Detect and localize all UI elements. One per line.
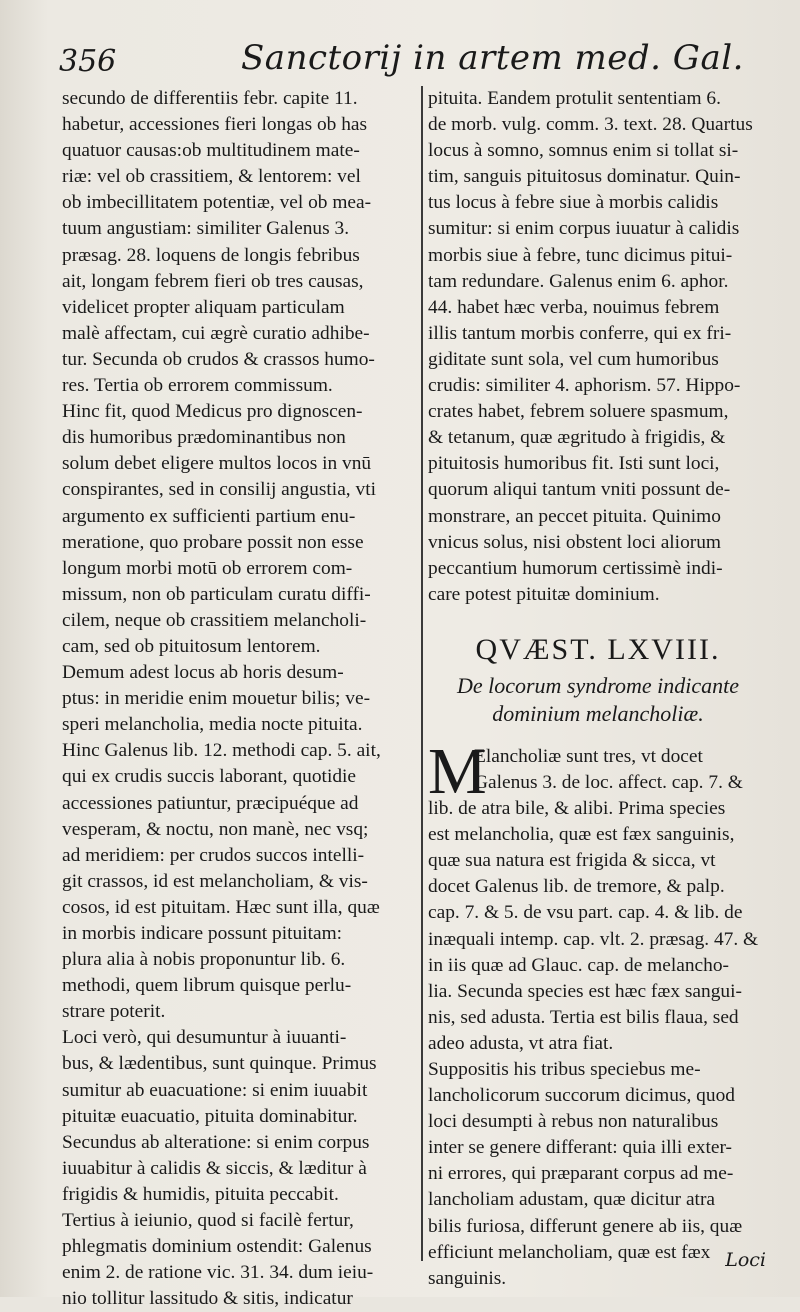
text-line: Elancholiæ sunt tres, vt docet (474, 745, 703, 767)
text-line: Galenus 3. de loc. affect. cap. 7. & (474, 771, 743, 793)
text-line: Hinc fit, quod Medicus pro dignoscen- (62, 401, 363, 423)
text-line: Tertius à ieiunio, quod si facilè fertur, (62, 1210, 354, 1232)
text-line: de morb. vulg. comm. 3. text. 28. Quartus (428, 114, 753, 136)
text-line: quatuor causas:ob multitudinem mate- (62, 140, 360, 162)
drop-cap: M (428, 734, 487, 808)
text-line: git crassos, id est melancholiam, & vis- (62, 870, 368, 892)
text-line: argumento ex sufficienti partium enu- (62, 505, 356, 527)
text-line: cap. 7. & 5. de vsu part. cap. 4. & lib. de (428, 902, 743, 924)
text-line: crates habet, febrem soluere spasmum, (428, 401, 729, 423)
text-line: giditate sunt sola, vel cum humoribus (428, 348, 719, 370)
page-number: 356 (59, 44, 117, 79)
text-line: cam, sed ob pituitosum lentorem. (62, 635, 321, 657)
text-line: docet Galenus lib. de tremore, & palp. (428, 876, 725, 898)
text-line: videlicet propter aliquam particulam (62, 296, 345, 318)
text-line: est melancholia, quæ est fæx sanguinis, (428, 824, 735, 846)
text-line: missum, non ob particulam curatu diffi- (62, 583, 371, 605)
question-heading: QVÆST. LXVIII. (475, 632, 721, 666)
text-line: præsag. 28. loquens de longis febribus (62, 244, 360, 266)
text-line: 44. habet hæc verba, nouimus febrem (428, 296, 720, 318)
text-line: accessiones patiuntur, præcipuéque ad (62, 792, 359, 814)
text-line: plura alia à nobis proponuntur lib. 6. (62, 949, 346, 971)
left-column (62, 86, 416, 1312)
text-line: sumitur ab euacuatione: si enim iuuabit (62, 1079, 368, 1101)
text-line: tuum angustiam: similiter Galenus 3. (62, 218, 350, 240)
text-line: ni errores, qui præparant corpus ad me- (428, 1163, 734, 1185)
text-line: lia. Secunda species est hæc fæx sangui- (428, 980, 742, 1002)
text-line: peccantium humorum certissimè indi- (428, 557, 723, 579)
text-line: lib. de atra bile, & alibi. Prima species (428, 798, 726, 820)
text-line: quorum aliqui tantum vniti possunt de- (428, 479, 731, 501)
text-line: pituita. Eandem protulit sententiam 6. (428, 88, 721, 109)
text-line: sanguinis. (428, 1267, 507, 1289)
page-header (55, 36, 760, 86)
text-line: vesperam, & noctu, non manè, nec vsq; (62, 818, 369, 840)
text-line: ait, longam febrem fieri ob tres causas, (62, 270, 364, 292)
text-line: tur. Secunda ob crudos & crassos humo- (62, 348, 375, 370)
text-line: inter se genere differant: quia illi exter- (428, 1137, 732, 1159)
text-line: tim, sanguis pituitosus dominatur. Quin- (428, 166, 741, 188)
text-line: frigidis & humidis, pituita peccabit. (62, 1183, 339, 1205)
text-line: nis, sed adusta. Tertia est bilis flaua, sed (428, 1006, 739, 1028)
right-column-bottom-text (428, 796, 768, 1292)
text-line: speri melancholia, media nocte pituita. (62, 714, 363, 736)
text-line: crudis: similiter 4. aphorism. 57. Hippo- (428, 375, 741, 397)
question-subtitle (428, 672, 768, 728)
text-line: cilem, neque ob crassitiem melancholi- (62, 609, 367, 631)
text-line: res. Tertia ob errorem commissum. (62, 375, 333, 397)
text-line: Secundus ab alteratione: si enim corpus (62, 1131, 370, 1153)
text-line: tam redundare. Galenus enim 6. aphor. (428, 270, 729, 292)
text-line: ad meridiem: per crudos succos intelli- (62, 844, 365, 866)
text-line: monstrare, an peccet pituita. Quinimo (428, 505, 721, 527)
text-line: vnicus solus, nisi obstent loci aliorum (428, 531, 721, 553)
text-line: enim 2. de ratione vic. 31. 34. dum ieiu- (62, 1262, 374, 1284)
text-line: efficiunt melancholiam, quæ est fæx (428, 1241, 711, 1263)
text-line: solum debet eligere multos locos in vnū (62, 453, 372, 475)
column-rule (421, 86, 423, 1261)
text-line: sumitur: si enim corpus iuuatur à calidis (428, 218, 740, 240)
text-line: morbis siue à febre, tunc dicimus pitui- (428, 244, 733, 266)
text-line: pituitosis humoribus fit. Isti sunt loci, (428, 453, 720, 475)
text-line: methodi, quem librum quisque perlu- (62, 975, 352, 997)
text-line: pituitæ euacuatio, pituita dominabitur. (62, 1105, 358, 1127)
text-line: care potest pituitæ dominium. (428, 583, 660, 605)
subtitle-line: dominium melancholiæ. (492, 700, 704, 726)
running-head: Sanctorij in artem med. Gal. (241, 38, 744, 78)
subtitle-line: De locorum syndrome indicante (456, 672, 740, 698)
text-line: quæ sua natura est frigida & sicca, vt (428, 850, 716, 872)
text-line: loci desumpti à rebus non naturalibus (428, 1111, 719, 1133)
text-line: secundo de differentiis febr. capite 11. (62, 88, 358, 109)
text-line: cosos, id est pituitam. Hæc sunt illa, quæ (62, 896, 380, 918)
text-line: strare poterit. (62, 1001, 166, 1023)
text-line: riæ: vel ob crassitiem, & lentorem: vel (62, 166, 361, 188)
text-line: iuuabitur à calidis & siccis, & læditur à (62, 1157, 367, 1179)
text-line: ptus: in meridie enim mouetur bilis; ve- (62, 688, 371, 710)
text-line: qui ex crudis succis laborant, quotidie (62, 766, 357, 788)
dropcap-paragraph (428, 734, 768, 808)
catchword: Loci (725, 1249, 766, 1271)
text-line: dis humoribus prædominantibus non (62, 427, 346, 449)
text-line: illis tantum morbis conferre, qui ex fri- (428, 322, 732, 344)
text-line: adeo adusta, vt atra fiat. (428, 1032, 614, 1054)
text-line: bilis furiosa, differunt genere ab iis, quæ (428, 1215, 743, 1237)
text-line: conspirantes, sed in consilij angustia, vti (62, 479, 376, 501)
text-line: lancholiam adustam, quæ dicitur atra (428, 1189, 716, 1211)
text-line: tus locus à febre siue à morbis calidis (428, 192, 719, 214)
text-line: nio tollitur lassitudo & sitis, indicatur (62, 1288, 353, 1310)
text-line: in iis quæ ad Glauc. cap. de melancho- (428, 954, 729, 976)
right-column (428, 86, 768, 1292)
text-line: & tetanum, quæ ægritudo à frigidis, & (428, 427, 726, 449)
text-line: meratione, quo probare possit non esse (62, 531, 364, 553)
text-line: phlegmatis dominium ostendit: Galenus (62, 1236, 372, 1258)
text-line: bus, & lædentibus, sunt quinque. Primus (62, 1053, 377, 1075)
text-line: Suppositis his tribus speciebus me- (428, 1059, 701, 1080)
right-column-top-text (428, 86, 768, 608)
text-line: Demum adest locus ab horis desum- (62, 662, 344, 684)
text-line: inæquali intemp. cap. vlt. 2. præsag. 47. & (428, 928, 759, 950)
text-line: locus à somno, somnus enim si tollat si- (428, 140, 739, 162)
text-line: Loci verò, qui desumuntur à iuuanti- (62, 1027, 347, 1049)
text-line: habetur, accessiones fieri longas ob has (62, 114, 368, 136)
text-line: longum morbi motū ob errorem com- (62, 557, 353, 579)
text-line: in morbis indicare possunt pituitam: (62, 923, 343, 944)
text-line: malè affectam, cui ægrè curatio adhibe- (62, 322, 370, 344)
text-line: Hinc Galenus lib. 12. methodi cap. 5. ait, (62, 740, 381, 762)
text-line: lancholicorum succorum dicimus, quod (428, 1085, 735, 1107)
text-line: ob imbecillitatem potentiæ, vel ob mea- (62, 192, 372, 214)
